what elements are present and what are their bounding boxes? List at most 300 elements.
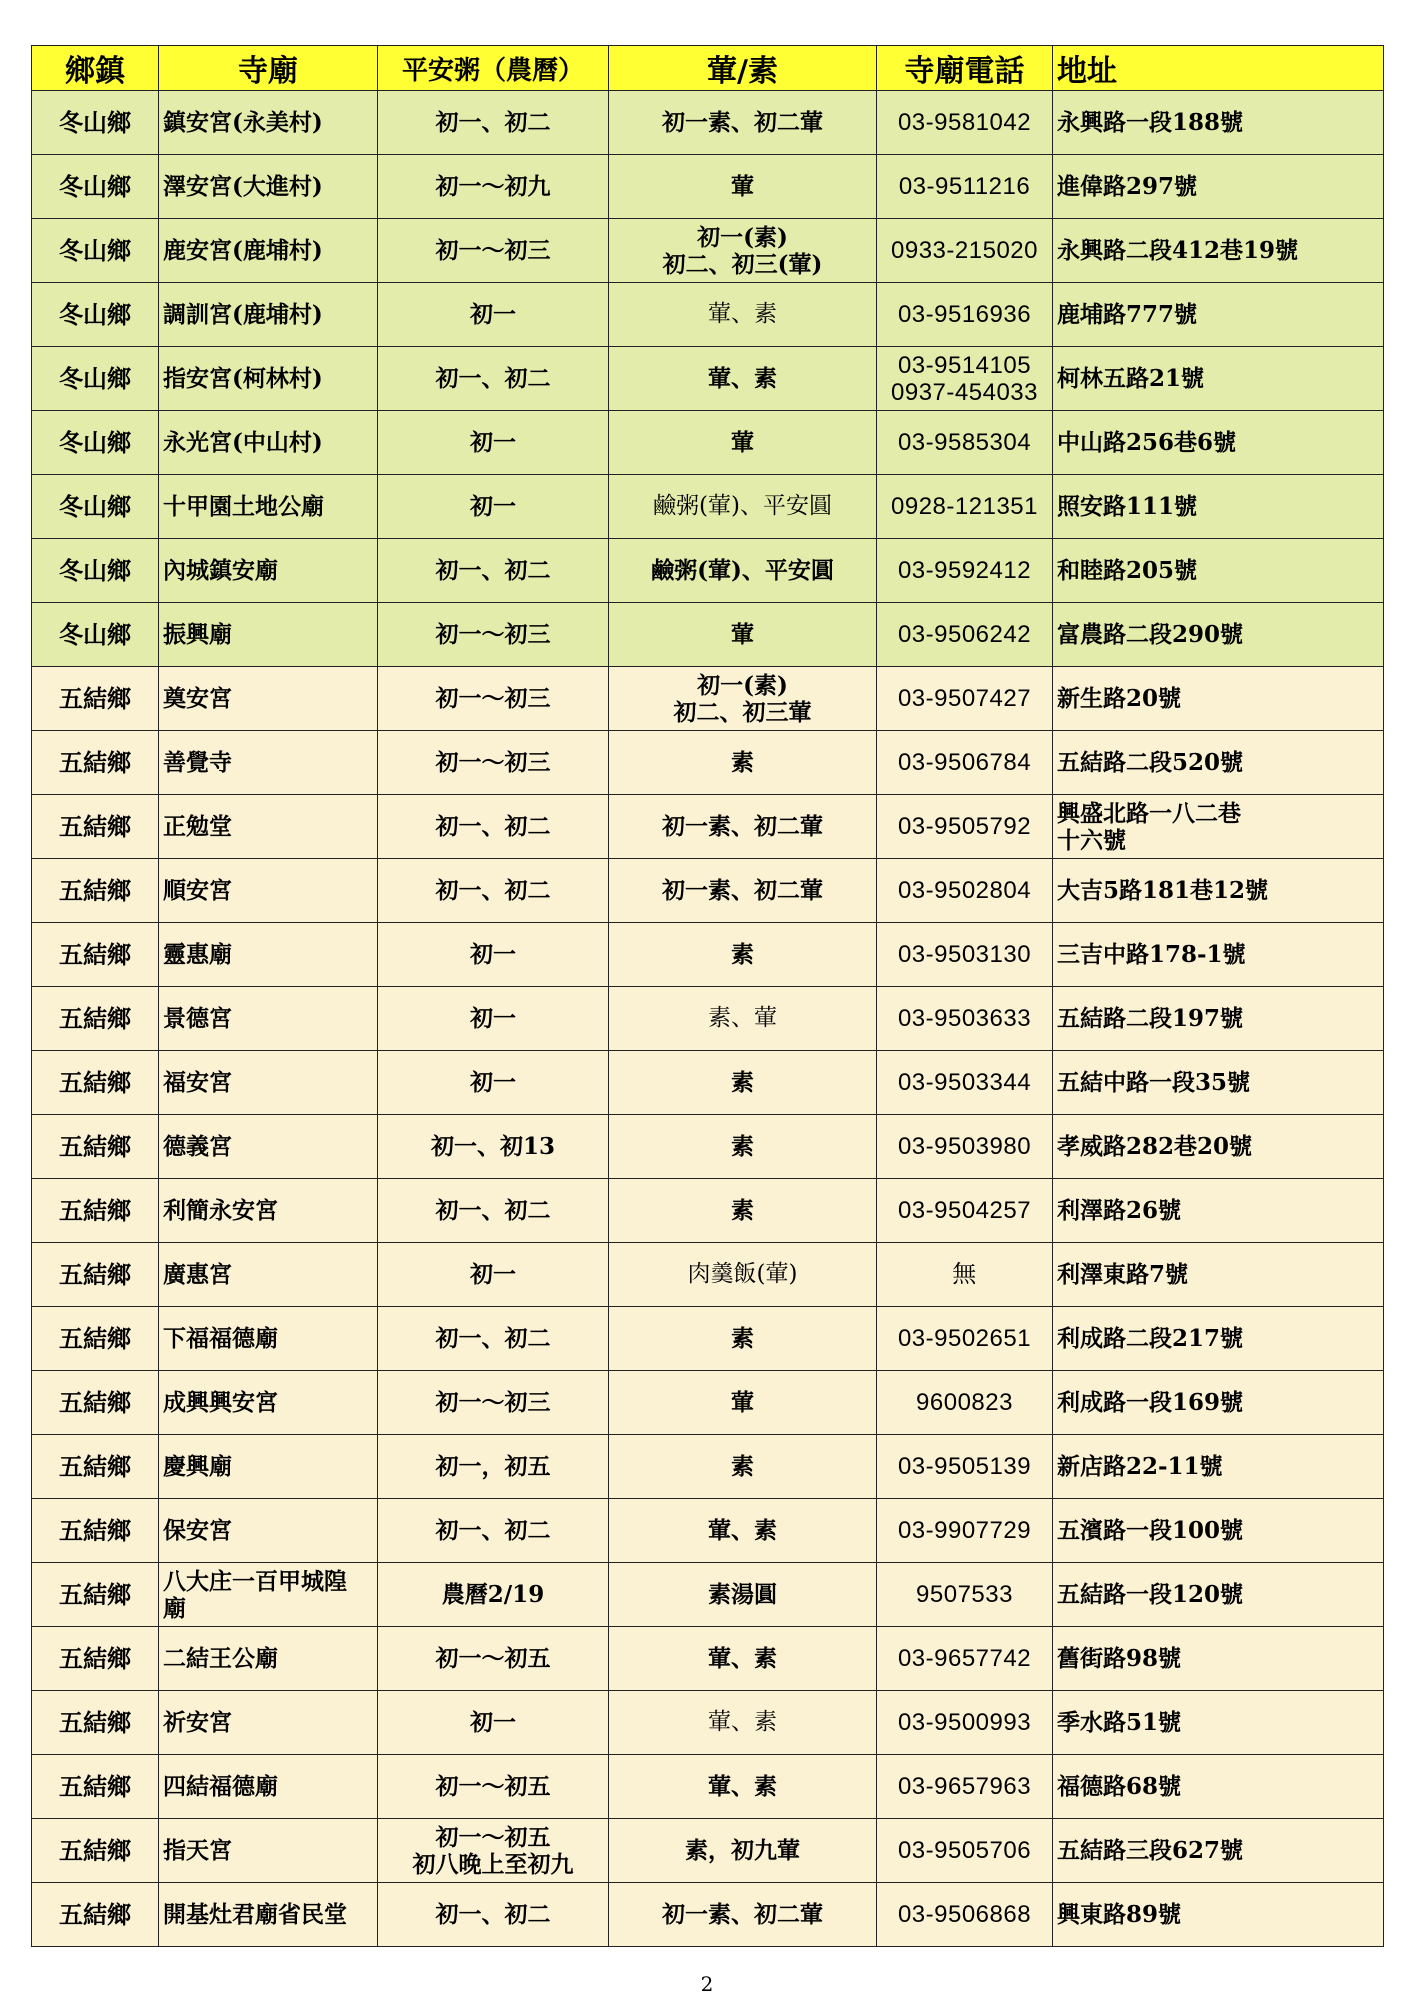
temple-cell <box>159 1563 378 1627</box>
temple-cell-text: 奠安宮 <box>163 685 232 712</box>
type-cell-text: 葷、素 <box>708 1517 777 1544</box>
town-cell <box>32 219 159 283</box>
address-cell-text: 永興路一段188號 <box>1057 109 1244 136</box>
town-cell <box>32 1243 159 1307</box>
phone-cell <box>877 667 1053 731</box>
porridge-cell <box>378 411 609 475</box>
town-cell <box>32 155 159 219</box>
temple-cell <box>159 1371 378 1435</box>
type-cell-text: 初二、初三葷 <box>673 698 812 726</box>
phone-cell-text: 9507533 <box>916 1581 1013 1608</box>
phone-cell <box>877 923 1053 987</box>
porridge-cell <box>378 347 609 411</box>
porridge-cell-text: 初一～初三 <box>435 237 551 264</box>
porridge-cell-text: 初一、初二 <box>435 557 551 584</box>
phone-cell-text: 03-9507427 <box>897 685 1032 712</box>
temple-cell <box>159 603 378 667</box>
type-cell <box>609 1435 877 1499</box>
town-cell-text: 五結鄉 <box>59 1260 131 1289</box>
phone-cell <box>877 1115 1053 1179</box>
type-cell <box>609 1691 877 1755</box>
address-cell <box>1053 411 1384 475</box>
type-cell <box>609 1307 877 1371</box>
porridge-cell <box>378 283 609 347</box>
address-cell-text: 福德路68號 <box>1057 1773 1182 1800</box>
temple-cell-text: 四結福德廟 <box>163 1773 278 1800</box>
temple-cell-text: 景德宮 <box>163 1005 232 1032</box>
temple-cell <box>159 1755 378 1819</box>
address-cell <box>1053 603 1384 667</box>
phone-cell <box>877 1243 1053 1307</box>
town-cell <box>32 731 159 795</box>
address-cell <box>1053 1691 1384 1755</box>
temple-cell-text: 廟 <box>163 1594 186 1622</box>
porridge-cell-text: 初一 <box>470 1261 516 1288</box>
temple-cell <box>159 731 378 795</box>
address-cell-text: 興盛北路一八二巷 <box>1057 799 1241 827</box>
temple-cell <box>159 1883 378 1947</box>
porridge-cell-text: 初一、初二 <box>435 1197 551 1224</box>
temple-cell <box>159 155 378 219</box>
type-cell <box>609 667 877 731</box>
temple-cell-text: 廣惠宮 <box>163 1261 232 1288</box>
porridge-cell <box>378 1627 609 1691</box>
type-cell-text: 葷、素 <box>708 301 777 327</box>
address-cell <box>1053 475 1384 539</box>
porridge-cell <box>378 859 609 923</box>
table-row <box>32 283 1384 347</box>
address-cell <box>1053 731 1384 795</box>
type-cell <box>609 795 877 859</box>
town-cell <box>32 1179 159 1243</box>
porridge-cell <box>378 1435 609 1499</box>
phone-cell <box>877 1563 1053 1627</box>
temple-cell-text: 鹿安宮(鹿埔村) <box>163 237 323 264</box>
town-cell-text: 冬山鄉 <box>59 236 131 265</box>
porridge-cell <box>378 1499 609 1563</box>
town-cell <box>32 347 159 411</box>
address-cell-text: 富農路二段290號 <box>1057 621 1244 648</box>
town-cell <box>32 1371 159 1435</box>
address-cell <box>1053 987 1384 1051</box>
type-cell <box>609 603 877 667</box>
temple-cell <box>159 1243 378 1307</box>
phone-cell-text: 03-9592412 <box>897 557 1032 584</box>
type-cell <box>609 731 877 795</box>
address-cell-text: 十六號 <box>1057 826 1126 854</box>
address-cell-text: 和睦路205號 <box>1057 557 1198 584</box>
table-row <box>32 1883 1384 1947</box>
temple-porridge-table <box>31 45 1384 1947</box>
phone-cell-text: 03-9506784 <box>897 749 1032 776</box>
type-cell <box>609 1627 877 1691</box>
porridge-cell <box>378 603 609 667</box>
porridge-cell-text: 初一～初三 <box>435 685 551 712</box>
type-cell <box>609 283 877 347</box>
table-row <box>32 219 1384 283</box>
town-cell-text: 五結鄉 <box>59 1388 131 1417</box>
temple-cell-text: 澤安宮(大進村) <box>163 173 323 200</box>
phone-cell-text: 03-9503980 <box>897 1133 1032 1160</box>
header-type: 葷/素 <box>609 46 877 91</box>
phone-cell-text: 0937-454033 <box>891 378 1038 406</box>
temple-cell-text: 正勉堂 <box>163 813 232 840</box>
porridge-cell-text: 初一、初二 <box>435 109 551 136</box>
porridge-cell-text: 初一～初五 <box>435 1823 551 1851</box>
town-cell-text: 五結鄉 <box>59 876 131 905</box>
address-cell <box>1053 859 1384 923</box>
porridge-cell <box>378 987 609 1051</box>
porridge-cell-text: 初一～初五 <box>435 1773 551 1800</box>
town-cell-text: 五結鄉 <box>59 1836 131 1865</box>
town-cell-text: 冬山鄉 <box>59 492 131 521</box>
phone-cell <box>877 475 1053 539</box>
phone-cell-text: 0928-121351 <box>891 493 1038 520</box>
phone-cell-text: 9600823 <box>916 1389 1013 1416</box>
porridge-cell <box>378 539 609 603</box>
town-cell-text: 五結鄉 <box>59 812 131 841</box>
temple-cell-text: 鎮安宮(永美村) <box>163 109 323 136</box>
table-row <box>32 1243 1384 1307</box>
address-cell <box>1053 1051 1384 1115</box>
porridge-cell <box>378 1179 609 1243</box>
type-cell-text: 初一素、初二葷 <box>662 877 823 904</box>
temple-cell <box>159 1115 378 1179</box>
type-cell-text: 素 <box>731 941 754 968</box>
type-cell-text: 葷、素 <box>708 1645 777 1672</box>
type-cell <box>609 1755 877 1819</box>
town-cell-text: 五結鄉 <box>59 1900 131 1929</box>
porridge-cell-text: 初一～初三 <box>435 621 551 648</box>
type-cell <box>609 91 877 155</box>
town-cell <box>32 1051 159 1115</box>
town-cell-text: 五結鄉 <box>59 1196 131 1225</box>
type-cell <box>609 1179 877 1243</box>
town-cell <box>32 475 159 539</box>
phone-cell <box>877 1819 1053 1883</box>
temple-cell-text: 內城鎮安廟 <box>163 557 278 584</box>
address-cell-text: 利澤東路7號 <box>1057 1261 1189 1288</box>
town-cell-text: 冬山鄉 <box>59 364 131 393</box>
type-cell-text: 葷、素 <box>708 1709 777 1735</box>
porridge-cell-text: 初一 <box>470 429 516 456</box>
temple-cell-text: 二結王公廟 <box>163 1645 278 1672</box>
table-row <box>32 475 1384 539</box>
phone-cell-text: 03-9657963 <box>897 1773 1032 1800</box>
phone-cell <box>877 1307 1053 1371</box>
porridge-cell <box>378 475 609 539</box>
porridge-cell-text: 初八晚上至初九 <box>412 1850 574 1878</box>
phone-cell <box>877 1883 1053 1947</box>
temple-cell <box>159 347 378 411</box>
type-cell-text: 肉羹飯(葷) <box>687 1261 798 1287</box>
phone-cell <box>877 1051 1053 1115</box>
town-cell-text: 五結鄉 <box>59 1644 131 1673</box>
address-cell <box>1053 1435 1384 1499</box>
type-cell <box>609 539 877 603</box>
porridge-cell-text: 初一，初五 <box>435 1453 551 1480</box>
phone-cell <box>877 859 1053 923</box>
temple-cell-text: 成興興安宮 <box>163 1389 278 1416</box>
temple-cell <box>159 859 378 923</box>
phone-cell <box>877 603 1053 667</box>
porridge-cell-text: 初一、初二 <box>435 1901 551 1928</box>
temple-cell-text: 慶興廟 <box>163 1453 232 1480</box>
type-cell-text: 鹼粥(葷)、平安圓 <box>653 493 832 519</box>
page-number: 2 <box>700 1972 714 1996</box>
temple-cell <box>159 1499 378 1563</box>
address-cell-text: 興東路89號 <box>1057 1901 1182 1928</box>
town-cell <box>32 923 159 987</box>
type-cell-text: 葷 <box>731 1389 754 1416</box>
type-cell <box>609 987 877 1051</box>
porridge-cell-text: 初一、初二 <box>435 877 551 904</box>
town-cell-text: 五結鄉 <box>59 748 131 777</box>
town-cell-text: 冬山鄉 <box>59 300 131 329</box>
address-cell <box>1053 1179 1384 1243</box>
table-row <box>32 1179 1384 1243</box>
address-cell-text: 永興路二段412巷19號 <box>1057 237 1299 264</box>
temple-cell <box>159 219 378 283</box>
town-cell-text: 五結鄉 <box>59 1452 131 1481</box>
town-cell-text: 冬山鄉 <box>59 556 131 585</box>
address-cell-text: 新店路22-11號 <box>1057 1453 1223 1480</box>
address-cell <box>1053 1883 1384 1947</box>
type-cell-text: 素、葷 <box>708 1005 777 1031</box>
town-cell <box>32 1563 159 1627</box>
town-cell-text: 冬山鄉 <box>59 108 131 137</box>
table-row <box>32 1819 1384 1883</box>
type-cell <box>609 1115 877 1179</box>
town-cell-text: 五結鄉 <box>59 1324 131 1353</box>
header-temple: 寺廟 <box>159 46 378 91</box>
porridge-cell <box>378 1051 609 1115</box>
town-cell <box>32 1435 159 1499</box>
temple-cell <box>159 91 378 155</box>
header-row <box>32 46 1384 91</box>
porridge-cell-text: 初一 <box>470 1709 516 1736</box>
temple-cell-text: 德義宮 <box>163 1133 232 1160</box>
header-address: 地址 <box>1053 46 1384 91</box>
town-cell <box>32 859 159 923</box>
type-cell <box>609 1371 877 1435</box>
porridge-cell <box>378 1243 609 1307</box>
porridge-cell <box>378 1563 609 1627</box>
town-cell-text: 冬山鄉 <box>59 172 131 201</box>
phone-cell <box>877 1499 1053 1563</box>
porridge-cell <box>378 1819 609 1883</box>
table-row <box>32 1755 1384 1819</box>
porridge-cell <box>378 1691 609 1755</box>
temple-cell <box>159 1435 378 1499</box>
address-cell-text: 五結路二段197號 <box>1057 1005 1244 1032</box>
address-cell-text: 五結中路一段35號 <box>1057 1069 1251 1096</box>
town-cell-text: 五結鄉 <box>59 1772 131 1801</box>
phone-cell <box>877 539 1053 603</box>
porridge-cell <box>378 1883 609 1947</box>
type-cell <box>609 219 877 283</box>
address-cell <box>1053 155 1384 219</box>
porridge-cell-text: 初一 <box>470 1005 516 1032</box>
table-row <box>32 411 1384 475</box>
town-cell <box>32 539 159 603</box>
address-cell-text: 五濱路一段100號 <box>1057 1517 1244 1544</box>
type-cell <box>609 1499 877 1563</box>
table-row <box>32 539 1384 603</box>
town-cell-text: 五結鄉 <box>59 1516 131 1545</box>
town-cell-text: 冬山鄉 <box>59 428 131 457</box>
town-cell <box>32 283 159 347</box>
address-cell-text: 季水路51號 <box>1057 1709 1182 1736</box>
temple-cell-text: 指天宮 <box>163 1837 232 1864</box>
type-cell-text: 素 <box>731 1069 754 1096</box>
address-cell-text: 新生路20號 <box>1057 685 1182 712</box>
address-cell-text: 三吉中路178-1號 <box>1057 941 1246 968</box>
phone-cell <box>877 155 1053 219</box>
type-cell-text: 葷、素 <box>708 1773 777 1800</box>
type-cell-text: 素 <box>731 1325 754 1352</box>
address-cell-text: 舊街路98號 <box>1057 1645 1182 1672</box>
phone-cell-text: 03-9506868 <box>897 1901 1032 1928</box>
address-cell-text: 鹿埔路777號 <box>1057 301 1198 328</box>
type-cell <box>609 411 877 475</box>
temple-cell-text: 靈惠廟 <box>163 941 232 968</box>
address-cell-text: 五結路二段520號 <box>1057 749 1244 776</box>
type-cell-text: 葷 <box>731 429 754 456</box>
phone-cell <box>877 1435 1053 1499</box>
address-cell-text: 利成路二段217號 <box>1057 1325 1244 1352</box>
porridge-cell-text: 初一 <box>470 941 516 968</box>
phone-cell <box>877 795 1053 859</box>
type-cell <box>609 155 877 219</box>
town-cell <box>32 1115 159 1179</box>
town-cell <box>32 91 159 155</box>
phone-cell <box>877 91 1053 155</box>
phone-cell-text: 03-9585304 <box>897 429 1032 456</box>
porridge-cell-text: 初一、初13 <box>430 1133 555 1160</box>
table-row <box>32 795 1384 859</box>
address-cell <box>1053 347 1384 411</box>
phone-cell-text: 03-9502804 <box>897 877 1032 904</box>
town-cell <box>32 1307 159 1371</box>
table-row <box>32 603 1384 667</box>
porridge-cell-text: 初一 <box>470 1069 516 1096</box>
type-cell-text: 鹼粥(葷)、平安圓 <box>651 557 834 584</box>
phone-cell-text: 03-9503344 <box>897 1069 1032 1096</box>
porridge-cell <box>378 1755 609 1819</box>
temple-cell-text: 永光宮(中山村) <box>163 429 323 456</box>
town-cell <box>32 1627 159 1691</box>
phone-cell <box>877 987 1053 1051</box>
temple-cell <box>159 667 378 731</box>
table-row <box>32 1051 1384 1115</box>
temple-cell <box>159 1627 378 1691</box>
porridge-cell <box>378 155 609 219</box>
town-cell <box>32 411 159 475</box>
temple-cell-text: 下福福德廟 <box>163 1325 278 1352</box>
phone-cell-text: 0933-215020 <box>891 237 1038 264</box>
phone-cell <box>877 1371 1053 1435</box>
type-cell-text: 初二、初三(葷) <box>662 250 823 278</box>
town-cell <box>32 1691 159 1755</box>
porridge-cell-text: 農曆2/19 <box>441 1581 545 1608</box>
porridge-cell-text: 初一～初五 <box>435 1645 551 1672</box>
phone-cell-text: 03-9514105 <box>897 351 1032 379</box>
phone-cell-text: 03-9907729 <box>897 1517 1032 1544</box>
phone-cell-text: 03-9500993 <box>897 1709 1032 1736</box>
town-cell-text: 五結鄉 <box>59 940 131 969</box>
address-cell <box>1053 1563 1384 1627</box>
type-cell-text: 素湯圓 <box>708 1581 777 1608</box>
temple-cell <box>159 475 378 539</box>
phone-cell <box>877 347 1053 411</box>
town-cell <box>32 1883 159 1947</box>
phone-cell-text: 03-9516936 <box>897 301 1032 328</box>
phone-cell-text: 03-9502651 <box>897 1325 1032 1352</box>
address-cell-text: 五結路一段120號 <box>1057 1581 1244 1608</box>
porridge-cell-text: 初一 <box>470 493 516 520</box>
town-cell <box>32 1755 159 1819</box>
type-cell <box>609 923 877 987</box>
type-cell-text: 素 <box>731 1197 754 1224</box>
porridge-cell <box>378 1371 609 1435</box>
town-cell <box>32 1819 159 1883</box>
temple-cell-text: 祈安宮 <box>163 1709 232 1736</box>
phone-cell-text: 03-9505792 <box>897 813 1032 840</box>
type-cell <box>609 1563 877 1627</box>
town-cell <box>32 603 159 667</box>
temple-cell-text: 利簡永安宮 <box>163 1197 278 1224</box>
table-row <box>32 1691 1384 1755</box>
temple-cell <box>159 1819 378 1883</box>
porridge-cell-text: 初一～初三 <box>435 749 551 776</box>
table-row <box>32 91 1384 155</box>
temple-cell-text: 指安宮(柯林村) <box>163 365 323 392</box>
type-cell <box>609 1051 877 1115</box>
town-cell-text: 五結鄉 <box>59 1580 131 1609</box>
address-cell <box>1053 1371 1384 1435</box>
town-cell <box>32 987 159 1051</box>
porridge-cell-text: 初一、初二 <box>435 813 551 840</box>
phone-cell <box>877 219 1053 283</box>
town-cell-text: 五結鄉 <box>59 1132 131 1161</box>
address-cell-text: 利澤路26號 <box>1057 1197 1182 1224</box>
address-cell <box>1053 923 1384 987</box>
phone-cell-text: 03-9506242 <box>897 621 1032 648</box>
temple-cell <box>159 923 378 987</box>
address-cell-text: 中山路256巷6號 <box>1057 429 1237 456</box>
address-cell <box>1053 1243 1384 1307</box>
porridge-cell <box>378 1115 609 1179</box>
address-cell-text: 大吉5路181巷12號 <box>1057 877 1269 904</box>
address-cell <box>1053 795 1384 859</box>
phone-cell <box>877 731 1053 795</box>
temple-cell <box>159 987 378 1051</box>
type-cell-text: 初一(素) <box>697 223 788 251</box>
type-cell-text: 初一(素) <box>697 671 788 699</box>
table-row <box>32 1371 1384 1435</box>
table-row <box>32 667 1384 731</box>
type-cell-text: 葷、素 <box>708 365 777 392</box>
porridge-cell <box>378 923 609 987</box>
table-row <box>32 155 1384 219</box>
phone-cell-text: 無 <box>952 1261 977 1288</box>
type-cell <box>609 1243 877 1307</box>
town-cell-text: 五結鄉 <box>59 1708 131 1737</box>
town-cell <box>32 1499 159 1563</box>
type-cell-text: 素 <box>731 1133 754 1160</box>
type-cell-text: 素 <box>731 749 754 776</box>
